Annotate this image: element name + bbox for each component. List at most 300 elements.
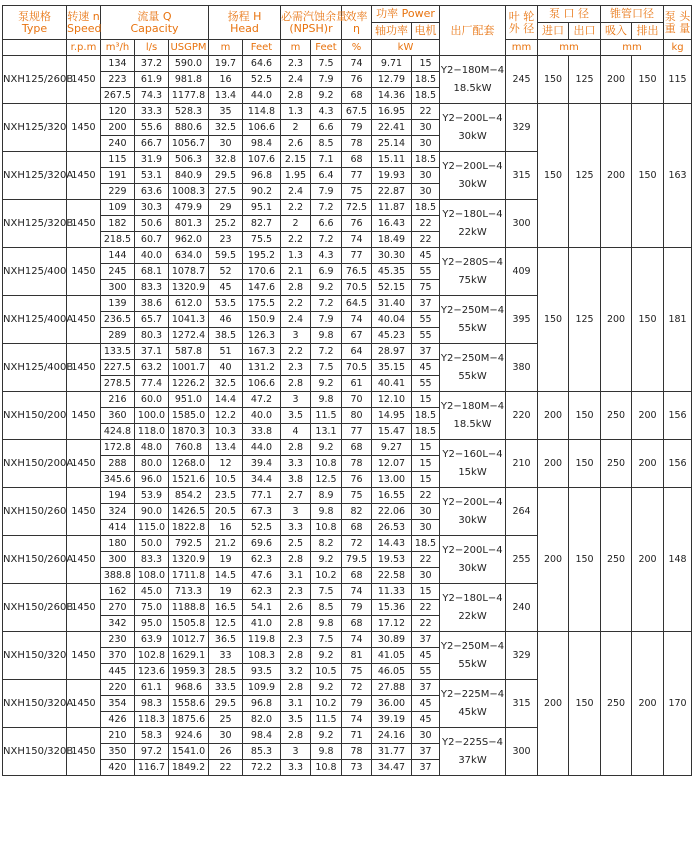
head-m: 32.5 <box>209 376 243 392</box>
efficiency: 79 <box>342 696 372 712</box>
flow-m3h: 278.5 <box>101 376 135 392</box>
npsh-feet: 10.2 <box>311 568 342 584</box>
head-m: 26 <box>209 744 243 760</box>
motor-power: 22 <box>412 552 440 568</box>
unit-ls: l/s <box>135 40 169 56</box>
npsh-feet: 10.8 <box>311 760 342 776</box>
flow-usgpm: 1056.7 <box>169 136 209 152</box>
head-feet: 75.5 <box>243 232 281 248</box>
shaft-power: 17.12 <box>372 616 412 632</box>
efficiency: 76.5 <box>342 264 372 280</box>
npsh-m: 2.3 <box>281 56 311 72</box>
flow-m3h: 218.5 <box>101 232 135 248</box>
npsh-feet: 7.1 <box>311 152 342 168</box>
flow-m3h: 172.8 <box>101 440 135 456</box>
model-name: NXH150/320 <box>3 632 67 680</box>
motor-power: 55 <box>412 376 440 392</box>
model-name: NXH150/260 <box>3 488 67 536</box>
npsh-m: 2 <box>281 216 311 232</box>
motor-power: 45 <box>412 648 440 664</box>
pipe-discharge: 150 <box>632 56 664 104</box>
head-m: 29 <box>209 200 243 216</box>
efficiency: 82 <box>342 504 372 520</box>
shaft-power: 52.15 <box>372 280 412 296</box>
flow-m3h: 300 <box>101 280 135 296</box>
npsh-feet: 7.2 <box>311 200 342 216</box>
head-m: 16 <box>209 520 243 536</box>
flow-usgpm: 1226.2 <box>169 376 209 392</box>
npsh-feet: 10.5 <box>311 664 342 680</box>
factory-motor <box>440 248 506 296</box>
flow-m3h: 182 <box>101 216 135 232</box>
flow-ls: 96.0 <box>135 472 169 488</box>
shaft-power: 16.55 <box>372 488 412 504</box>
shaft-power: 12.10 <box>372 392 412 408</box>
head-m: 38.5 <box>209 328 243 344</box>
pump-outlet: 150 <box>569 632 601 776</box>
unit-head-feet: Feet <box>243 40 281 56</box>
pump-spec-table <box>2 5 692 776</box>
head-feet: 82.0 <box>243 712 281 728</box>
efficiency: 70 <box>342 392 372 408</box>
efficiency: 80 <box>342 408 372 424</box>
efficiency: 68 <box>342 88 372 104</box>
motor-model: Y2−160L−4 <box>442 448 503 460</box>
efficiency: 68 <box>342 568 372 584</box>
flow-m3h: 180 <box>101 536 135 552</box>
factory-motor <box>440 488 506 536</box>
npsh-feet: 8.9 <box>311 488 342 504</box>
motor-power: 18.5 <box>412 152 440 168</box>
pump-inlet: 200 <box>538 632 569 776</box>
motor-power: 15 <box>412 392 440 408</box>
flow-ls: 30.3 <box>135 200 169 216</box>
flow-usgpm: 840.9 <box>169 168 209 184</box>
flow-usgpm: 1849.2 <box>169 760 209 776</box>
shaft-power: 45.35 <box>372 264 412 280</box>
head-feet: 96.8 <box>243 696 281 712</box>
flow-ls: 60.0 <box>135 392 169 408</box>
flow-usgpm: 1078.7 <box>169 264 209 280</box>
flow-m3h: 267.5 <box>101 88 135 104</box>
efficiency: 76 <box>342 216 372 232</box>
motor-power: 55 <box>412 264 440 280</box>
model-name: NXH125/320 <box>3 104 67 152</box>
flow-m3h: 133.5 <box>101 344 135 360</box>
efficiency: 78 <box>342 136 372 152</box>
head-m: 36.5 <box>209 632 243 648</box>
head-feet: 47.2 <box>243 392 281 408</box>
col-motor-power: 电机 <box>412 23 440 40</box>
npsh-m: 2 <box>281 120 311 136</box>
head-m: 40 <box>209 360 243 376</box>
flow-m3h: 139 <box>101 296 135 312</box>
npsh-m: 2.2 <box>281 344 311 360</box>
shaft-power: 19.93 <box>372 168 412 184</box>
flow-m3h: 342 <box>101 616 135 632</box>
flow-usgpm: 1558.6 <box>169 696 209 712</box>
shaft-power: 34.47 <box>372 760 412 776</box>
speed-value: 1450 <box>67 296 101 344</box>
flow-usgpm: 1008.3 <box>169 184 209 200</box>
flow-ls: 53.9 <box>135 488 169 504</box>
flow-usgpm: 1959.3 <box>169 664 209 680</box>
efficiency: 75 <box>342 664 372 680</box>
motor-model: Y2−250M−4 <box>440 352 505 364</box>
shaft-power: 19.53 <box>372 552 412 568</box>
shaft-power: 14.95 <box>372 408 412 424</box>
model-name: NXH125/320B <box>3 200 67 248</box>
pump-inlet: 200 <box>538 392 569 440</box>
flow-usgpm: 1629.1 <box>169 648 209 664</box>
npsh-m: 2.1 <box>281 264 311 280</box>
flow-usgpm: 713.3 <box>169 584 209 600</box>
head-m: 28.5 <box>209 664 243 680</box>
shaft-power: 15.11 <box>372 152 412 168</box>
motor-model: Y2−280S−4 <box>442 256 504 268</box>
efficiency: 78 <box>342 744 372 760</box>
unit-pump-port-mm: mm <box>538 40 601 56</box>
npsh-feet: 9.8 <box>311 744 342 760</box>
shaft-power: 11.33 <box>372 584 412 600</box>
pipe-suction: 250 <box>601 488 632 632</box>
model-name: NXH125/400B <box>3 344 67 392</box>
shaft-power: 40.41 <box>372 376 412 392</box>
npsh-m: 2.8 <box>281 552 311 568</box>
npsh-m: 3.1 <box>281 568 311 584</box>
efficiency: 75 <box>342 184 372 200</box>
speed-value: 1450 <box>67 344 101 392</box>
npsh-feet: 6.6 <box>311 216 342 232</box>
npsh-m: 3.3 <box>281 456 311 472</box>
npsh-feet: 9.8 <box>311 616 342 632</box>
shaft-power: 13.00 <box>372 472 412 488</box>
factory-motor <box>440 392 506 440</box>
speed-value: 1450 <box>67 632 101 680</box>
head-m: 10.3 <box>209 424 243 440</box>
efficiency: 64 <box>342 344 372 360</box>
npsh-m: 2.8 <box>281 728 311 744</box>
factory-motor <box>440 296 506 344</box>
motor-power: 30 <box>412 184 440 200</box>
flow-ls: 100.0 <box>135 408 169 424</box>
head-feet: 82.7 <box>243 216 281 232</box>
col-pump-port: 泵 口 径 <box>538 6 601 23</box>
impeller-diameter: 409 <box>506 248 538 296</box>
flow-m3h: 236.5 <box>101 312 135 328</box>
head-m: 33.5 <box>209 680 243 696</box>
npsh-m: 2.3 <box>281 632 311 648</box>
flow-usgpm: 854.2 <box>169 488 209 504</box>
motor-kw: 22kW <box>458 226 487 238</box>
motor-model: Y2−200L−4 <box>442 544 503 556</box>
flow-m3h: 120 <box>101 104 135 120</box>
motor-power: 15 <box>412 440 440 456</box>
motor-power: 22 <box>412 488 440 504</box>
speed-value: 1450 <box>67 440 101 488</box>
flow-usgpm: 1505.8 <box>169 616 209 632</box>
flow-usgpm: 951.0 <box>169 392 209 408</box>
head-feet: 62.3 <box>243 552 281 568</box>
pipe-suction: 250 <box>601 632 632 776</box>
npsh-feet: 11.5 <box>311 408 342 424</box>
head-m: 16 <box>209 72 243 88</box>
flow-ls: 60.7 <box>135 232 169 248</box>
model-name: NXH125/400 <box>3 248 67 296</box>
npsh-feet: 10.2 <box>311 696 342 712</box>
head-m: 45 <box>209 280 243 296</box>
motor-power: 15 <box>412 472 440 488</box>
model-name: NXH150/260B <box>3 584 67 632</box>
npsh-feet: 9.2 <box>311 88 342 104</box>
motor-power: 22 <box>412 232 440 248</box>
motor-power: 22 <box>412 600 440 616</box>
shaft-power: 31.40 <box>372 296 412 312</box>
flow-usgpm: 1272.4 <box>169 328 209 344</box>
npsh-feet: 10.8 <box>311 456 342 472</box>
npsh-feet: 7.2 <box>311 344 342 360</box>
flow-ls: 55.6 <box>135 120 169 136</box>
flow-m3h: 270 <box>101 600 135 616</box>
flow-usgpm: 1041.3 <box>169 312 209 328</box>
flow-ls: 74.3 <box>135 88 169 104</box>
pipe-discharge: 200 <box>632 488 664 632</box>
head-m: 23.5 <box>209 488 243 504</box>
npsh-m: 2.8 <box>281 648 311 664</box>
head-feet: 90.2 <box>243 184 281 200</box>
model-name: NXH150/260A <box>3 536 67 584</box>
pump-outlet: 125 <box>569 56 601 104</box>
flow-usgpm: 1822.8 <box>169 520 209 536</box>
col-type: 泵规格 Type <box>3 6 67 40</box>
npsh-feet: 7.5 <box>311 56 342 72</box>
pump-weight: 156 <box>664 392 692 440</box>
npsh-m: 3.1 <box>281 696 311 712</box>
shaft-power: 46.05 <box>372 664 412 680</box>
impeller-diameter: 264 <box>506 488 538 536</box>
efficiency: 79.5 <box>342 552 372 568</box>
flow-usgpm: 1177.8 <box>169 88 209 104</box>
head-m: 52 <box>209 264 243 280</box>
factory-motor <box>440 584 506 632</box>
pump-outlet: 150 <box>569 440 601 488</box>
head-feet: 131.2 <box>243 360 281 376</box>
head-m: 33 <box>209 648 243 664</box>
head-feet: 85.3 <box>243 744 281 760</box>
factory-motor <box>440 440 506 488</box>
head-m: 46 <box>209 312 243 328</box>
flow-usgpm: 479.9 <box>169 200 209 216</box>
head-feet: 109.9 <box>243 680 281 696</box>
flow-ls: 61.9 <box>135 72 169 88</box>
factory-motor <box>440 632 506 680</box>
unit-impeller-mm: mm <box>506 40 538 56</box>
model-name: NXH150/320A <box>3 680 67 728</box>
shaft-power: 40.04 <box>372 312 412 328</box>
npsh-m: 2.8 <box>281 88 311 104</box>
efficiency: 68 <box>342 440 372 456</box>
motor-kw: 15kW <box>458 466 487 478</box>
flow-ls: 65.7 <box>135 312 169 328</box>
npsh-feet: 4.3 <box>311 248 342 264</box>
factory-motor <box>440 56 506 104</box>
pipe-discharge: 200 <box>632 392 664 440</box>
shaft-power: 18.49 <box>372 232 412 248</box>
head-m: 53.5 <box>209 296 243 312</box>
npsh-m: 2.2 <box>281 200 311 216</box>
efficiency: 74 <box>342 712 372 728</box>
col-power: 功率 Power <box>372 6 440 23</box>
motor-power: 30 <box>412 520 440 536</box>
factory-motor <box>440 728 506 776</box>
motor-power: 15 <box>412 56 440 72</box>
flow-usgpm: 528.3 <box>169 104 209 120</box>
efficiency: 79 <box>342 600 372 616</box>
shaft-power: 22.58 <box>372 568 412 584</box>
npsh-feet: 9.2 <box>311 552 342 568</box>
motor-power: 30 <box>412 136 440 152</box>
motor-model: Y2−180M−4 <box>440 400 505 412</box>
npsh-m: 3.3 <box>281 520 311 536</box>
flow-m3h: 354 <box>101 696 135 712</box>
efficiency: 77 <box>342 248 372 264</box>
shaft-power: 28.97 <box>372 344 412 360</box>
factory-motor <box>440 200 506 248</box>
flow-ls: 118.0 <box>135 424 169 440</box>
impeller-diameter: 255 <box>506 536 538 584</box>
motor-kw: 55kW <box>458 658 487 670</box>
efficiency: 70.5 <box>342 280 372 296</box>
flow-m3h: 194 <box>101 488 135 504</box>
npsh-feet: 7.5 <box>311 360 342 376</box>
table-header <box>3 6 692 56</box>
motor-power: 37 <box>412 744 440 760</box>
shaft-power: 45.23 <box>372 328 412 344</box>
pump-weight: 181 <box>664 248 692 392</box>
efficiency: 71 <box>342 728 372 744</box>
head-feet: 106.6 <box>243 120 281 136</box>
head-feet: 107.6 <box>243 152 281 168</box>
flow-usgpm: 1521.6 <box>169 472 209 488</box>
npsh-m: 2.4 <box>281 184 311 200</box>
speed-value: 1450 <box>67 104 101 152</box>
efficiency: 74 <box>342 312 372 328</box>
npsh-feet: 7.5 <box>311 632 342 648</box>
head-feet: 34.4 <box>243 472 281 488</box>
head-m: 12 <box>209 456 243 472</box>
pipe-suction: 250 <box>601 440 632 488</box>
speed-value: 1450 <box>67 200 101 248</box>
pump-outlet: 150 <box>569 488 601 632</box>
head-feet: 62.3 <box>243 584 281 600</box>
flow-m3h: 216 <box>101 392 135 408</box>
efficiency: 79 <box>342 120 372 136</box>
npsh-m: 3 <box>281 744 311 760</box>
npsh-m: 3.5 <box>281 408 311 424</box>
pump-outlet: 125 <box>569 248 601 392</box>
motor-power: 45 <box>412 360 440 376</box>
head-feet: 64.6 <box>243 56 281 72</box>
motor-power: 45 <box>412 712 440 728</box>
col-outlet: 出口 <box>569 23 601 40</box>
head-feet: 98.4 <box>243 728 281 744</box>
head-m: 32.8 <box>209 152 243 168</box>
factory-motor <box>440 536 506 584</box>
flow-m3h: 370 <box>101 648 135 664</box>
flow-m3h: 191 <box>101 168 135 184</box>
motor-power: 45 <box>412 248 440 264</box>
shaft-power: 11.87 <box>372 200 412 216</box>
head-feet: 33.8 <box>243 424 281 440</box>
flow-ls: 108.0 <box>135 568 169 584</box>
npsh-feet: 8.2 <box>311 536 342 552</box>
table-row <box>3 392 692 408</box>
npsh-feet: 9.2 <box>311 648 342 664</box>
model-name: NXH150/200A <box>3 440 67 488</box>
flow-m3h: 288 <box>101 456 135 472</box>
pipe-suction: 200 <box>601 56 632 104</box>
flow-m3h: 144 <box>101 248 135 264</box>
units-row <box>3 40 692 56</box>
unit-usgpm: USGPM <box>169 40 209 56</box>
shaft-power: 25.14 <box>372 136 412 152</box>
shaft-power: 39.19 <box>372 712 412 728</box>
flow-m3h: 223 <box>101 72 135 88</box>
impeller-diameter: 300 <box>506 200 538 248</box>
flow-ls: 80.3 <box>135 328 169 344</box>
shaft-power: 30.89 <box>372 632 412 648</box>
head-feet: 175.5 <box>243 296 281 312</box>
npsh-m: 2.2 <box>281 232 311 248</box>
shaft-power: 14.36 <box>372 88 412 104</box>
motor-power: 30 <box>412 168 440 184</box>
npsh-m: 2.3 <box>281 360 311 376</box>
efficiency: 73 <box>342 760 372 776</box>
flow-m3h: 424.8 <box>101 424 135 440</box>
col-factory-motor: 出厂配套 <box>440 6 506 56</box>
pump-inlet: 150 <box>538 56 569 104</box>
head-m: 10.5 <box>209 472 243 488</box>
head-m: 25 <box>209 712 243 728</box>
motor-power: 37 <box>412 760 440 776</box>
unit-kw: kW <box>372 40 440 56</box>
motor-model: Y2−225M−4 <box>440 688 505 700</box>
head-feet: 41.0 <box>243 616 281 632</box>
npsh-feet: 8.5 <box>311 600 342 616</box>
pump-weight: 148 <box>664 488 692 632</box>
flow-m3h: 240 <box>101 136 135 152</box>
flow-usgpm: 1585.0 <box>169 408 209 424</box>
shaft-power: 12.07 <box>372 456 412 472</box>
npsh-feet: 9.2 <box>311 280 342 296</box>
shaft-power: 41.05 <box>372 648 412 664</box>
shaft-power: 9.71 <box>372 56 412 72</box>
flow-m3h: 388.8 <box>101 568 135 584</box>
flow-m3h: 414 <box>101 520 135 536</box>
motor-power: 45 <box>412 696 440 712</box>
motor-power: 55 <box>412 328 440 344</box>
npsh-feet: 7.2 <box>311 232 342 248</box>
flow-m3h: 289 <box>101 328 135 344</box>
motor-power: 37 <box>412 632 440 648</box>
head-m: 14.4 <box>209 392 243 408</box>
motor-model: Y2−250M−4 <box>440 640 505 652</box>
flow-m3h: 445 <box>101 664 135 680</box>
motor-kw: 30kW <box>458 130 487 142</box>
flow-ls: 53.1 <box>135 168 169 184</box>
motor-power: 30 <box>412 728 440 744</box>
head-feet: 147.6 <box>243 280 281 296</box>
